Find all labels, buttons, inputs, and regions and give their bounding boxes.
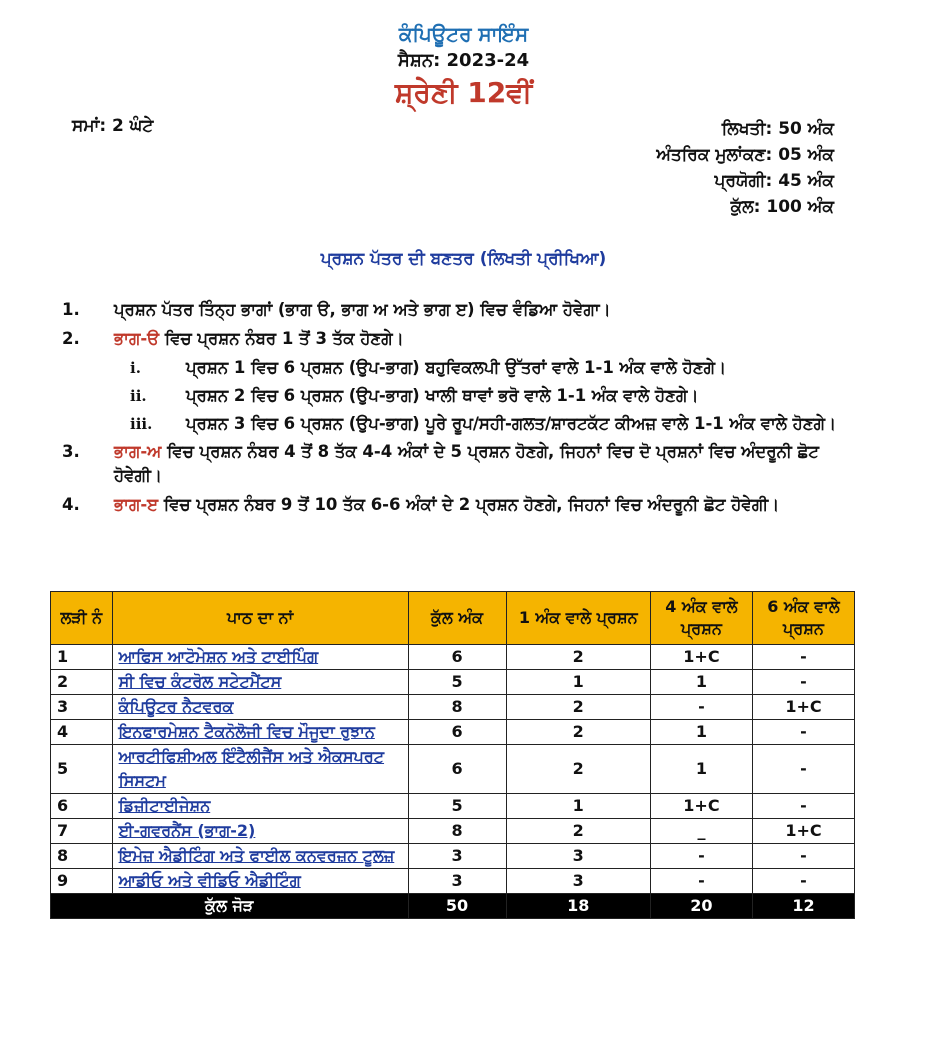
sub-instruction-text: ਪ੍ਰਸ਼ਨ 3 ਵਿਚ 6 ਪ੍ਰਸ਼ਨ (ਉਪ-ਭਾਗ) ਪੂਰੇ ਰੂਪ/ਸਹੀ-ਗਲਤ/ਸ਼ਾਰਟਕੱਟ ਕੀਅਜ਼ ਵਾਲੇ 1-1 ਅੰਕ ਵਾਲੇ ਹੋਣਗੇ। xyxy=(186,414,837,433)
table-row xyxy=(51,794,855,819)
row-one-mark-count: 2 xyxy=(506,745,650,794)
row-one-mark-count: 2 xyxy=(506,645,650,670)
row-chapter-name: ਡਿਜ਼ੀਟਾਈਜੇਸ਼ਨ xyxy=(112,794,408,819)
instruction-text xyxy=(114,440,862,488)
instruction-item xyxy=(62,493,862,517)
total-four-mark: 20 xyxy=(650,894,752,919)
header-chapter-name: ਪਾਠ ਦਾ ਨਾਂ xyxy=(112,592,408,645)
row-one-mark-count: 2 xyxy=(506,819,650,844)
instruction-item xyxy=(62,440,862,488)
row-total-marks: 6 xyxy=(408,720,506,745)
table-header-row xyxy=(51,592,855,645)
row-one-mark-count: 2 xyxy=(506,695,650,720)
row-total-marks: 6 xyxy=(408,645,506,670)
total-sum-marks: 50 xyxy=(408,894,506,919)
paper-pattern-heading: ਪ੍ਰਸ਼ਨ ਪੱਤਰ ਦੀ ਬਣਤਰ (ਲਿਖਤੀ ਪ੍ਰੀਖਿਆ) xyxy=(320,249,607,269)
row-total-marks: 3 xyxy=(408,844,506,869)
row-chapter-name: ਆਫਿਸ ਆਟੋਮੇਸ਼ਨ ਅਤੇ ਟਾਈਪਿੰਗ xyxy=(112,645,408,670)
row-chapter-name: ਆਡੀਓ ਅਤੇ ਵੀਡਿਓ ਐਡੀਟਿੰਗ xyxy=(112,869,408,894)
row-serial-number: 8 xyxy=(51,844,113,869)
internal-assessment-marks: ਅੰਤਰਿਕ ਮੁਲਾਂਕਣ: 05 ਅੰਕ xyxy=(656,145,834,165)
table-row xyxy=(51,844,855,869)
sub-instruction-text: ਪ੍ਰਸ਼ਨ 1 ਵਿਚ 6 ਪ੍ਰਸ਼ਨ (ਉਪ-ਭਾਗ) ਬਹੁਵਿਕਲਪੀ ਉੱਤਰਾਂ ਵਾਲੇ 1-1 ਅੰਕ ਵਾਲੇ ਹੋਣਗੇ। xyxy=(186,358,727,377)
sub-instruction-item xyxy=(130,412,862,436)
total-marks: ਕੁੱਲ: 100 ਅੰਕ xyxy=(730,197,834,217)
row-one-mark-count: 2 xyxy=(506,720,650,745)
row-one-mark-count: 3 xyxy=(506,869,650,894)
header-serial-number: ਲੜੀ ਨੰ xyxy=(51,592,113,645)
table-row xyxy=(51,645,855,670)
row-chapter-name: ਇਨਫਾਰਮੇਸ਼ਨ ਟੈਕਨੋਲੋਜੀ ਵਿਚ ਮੌਜੂਦਾ ਰੁਝਾਨ xyxy=(112,720,408,745)
table-row xyxy=(51,670,855,695)
table-row xyxy=(51,869,855,894)
instruction-body: ਵਿਚ ਪ੍ਰਸ਼ਨ ਨੰਬਰ 4 ਤੋਂ 8 ਤੱਕ 4-4 ਅੰਕਾਂ ਦੇ 5 ਪ੍ਰਸ਼ਨ ਹੋਣਗੇ, ਜਿਹਨਾਂ ਵਿਚ ਦੋ ਪ੍ਰਸ਼ਨਾਂ ਵਿਚ ਅੰਦਰੂਨੀ ਛੋਟ ਹੋਵੇਗੀ। xyxy=(114,442,819,485)
row-four-mark-count: 1+C xyxy=(650,645,752,670)
row-six-mark-count: - xyxy=(752,745,854,794)
row-four-mark-count: - xyxy=(650,869,752,894)
instruction-item xyxy=(62,298,862,322)
row-four-mark-count: - xyxy=(650,844,752,869)
practical-marks: ਪ੍ਰਯੋਗੀ: 45 ਅੰਕ xyxy=(714,171,834,191)
table-total-row xyxy=(51,894,855,919)
header-total-marks: ਕੁੱਲ ਅੰਕ xyxy=(408,592,506,645)
row-serial-number: 6 xyxy=(51,794,113,819)
sub-instruction-text: ਪ੍ਰਸ਼ਨ 2 ਵਿਚ 6 ਪ੍ਰਸ਼ਨ (ਉਪ-ਭਾਗ) ਖਾਲੀ ਥਾਵਾਂ ਭਰੋ ਵਾਲੇ 1-1 ਅੰਕ ਵਾਲੇ ਹੋਣਗੇ। xyxy=(186,386,699,405)
table-row xyxy=(51,695,855,720)
sub-instruction-number: iii. xyxy=(130,415,153,433)
row-chapter-name: ਆਰਟੀਫਿਸ਼ੀਅਲ ਇੰਟੈਲੀਜੈਂਸ ਅਤੇ ਐਕਸਪਰਟ ਸਿਸਟਮ xyxy=(112,745,408,794)
row-chapter-name: ਈ-ਗਵਰਨੈਂਸ (ਭਾਗ-2) xyxy=(112,819,408,844)
time-allowed: ਸਮਾਂ: 2 ਘੰਟੇ xyxy=(72,116,154,136)
row-serial-number: 7 xyxy=(51,819,113,844)
total-six-mark: 12 xyxy=(752,894,854,919)
row-serial-number: 5 xyxy=(51,745,113,794)
row-chapter-name: ਕੰਪਿਊਟਰ ਨੈਟਵਰਕ xyxy=(112,695,408,720)
row-serial-number: 9 xyxy=(51,869,113,894)
instruction-body: ਵਿਚ ਪ੍ਰਸ਼ਨ ਨੰਬਰ 9 ਤੋਂ 10 ਤੱਕ 6-6 ਅੰਕਾਂ ਦੇ 2 ਪ੍ਰਸ਼ਨ ਹੋਣਗੇ, ਜਿਹਨਾਂ ਵਿਚ ਅੰਦਰੂਨੀ ਛੋਟ ਹੋਵੇਗੀ। xyxy=(158,495,780,514)
session-label: ਸੈਸ਼ਨ: 2023-24 xyxy=(397,50,530,71)
total-one-mark: 18 xyxy=(506,894,650,919)
row-serial-number: 3 xyxy=(51,695,113,720)
class-title: ਸ਼੍ਰੇਣੀ 12ਵੀਂ xyxy=(394,76,533,109)
row-serial-number: 4 xyxy=(51,720,113,745)
row-total-marks: 8 xyxy=(408,695,506,720)
row-total-marks: 5 xyxy=(408,794,506,819)
row-total-marks: 8 xyxy=(408,819,506,844)
row-six-mark-count: - xyxy=(752,720,854,745)
table-row xyxy=(51,745,855,794)
instruction-number: 1. xyxy=(62,300,80,319)
row-total-marks: 3 xyxy=(408,869,506,894)
sub-instruction-number: i. xyxy=(130,359,141,377)
instruction-item xyxy=(62,327,862,351)
row-four-mark-count: - xyxy=(650,695,752,720)
table-row xyxy=(51,819,855,844)
row-four-mark-count: _ xyxy=(650,819,752,844)
row-six-mark-count: - xyxy=(752,844,854,869)
header-one-mark-questions: 1 ਅੰਕ ਵਾਲੇ ਪ੍ਰਸ਼ਨ xyxy=(506,592,650,645)
header-six-mark-questions: 6 ਅੰਕ ਵਾਲੇ ਪ੍ਰਸ਼ਨ xyxy=(752,592,854,645)
section-label: ਭਾਗ-ੲ xyxy=(114,495,159,514)
instruction-number: 3. xyxy=(62,442,80,461)
table-row xyxy=(51,720,855,745)
subject-title: ਕੰਪਿਊਟਰ ਸਾਇੰਸ xyxy=(398,22,529,46)
row-serial-number: 1 xyxy=(51,645,113,670)
instructions-list xyxy=(62,298,862,522)
row-chapter-name: ਇਮੇਜ਼ ਐਡੀਟਿੰਗ ਅਤੇ ਫਾਈਲ ਕਨਵਰਜ਼ਨ ਟੂਲਜ਼ xyxy=(112,844,408,869)
written-marks: ਲਿਖਤੀ: 50 ਅੰਕ xyxy=(721,119,834,139)
row-total-marks: 5 xyxy=(408,670,506,695)
row-six-mark-count: - xyxy=(752,794,854,819)
row-four-mark-count: 1 xyxy=(650,745,752,794)
instruction-text: ਪ੍ਰਸ਼ਨ ਪੱਤਰ ਤਿੰਨ੍ਹ ਭਾਗਾਂ (ਭਾਗ ੳ, ਭਾਗ ਅ ਅਤੇ ਭਾਗ ੲ) ਵਿਚ ਵੰਡਿਆ ਹੋਵੇਗਾ। xyxy=(114,300,611,319)
marks-distribution xyxy=(656,116,834,220)
section-label: ਭਾਗ-ੳ xyxy=(114,329,160,348)
row-six-mark-count: 1+C xyxy=(752,695,854,720)
row-chapter-name: ਸੀ ਵਿਚ ਕੰਟਰੋਲ ਸਟੇਟਮੈਂਟਸ xyxy=(112,670,408,695)
row-one-mark-count: 1 xyxy=(506,794,650,819)
section-label: ਭਾਗ-ਅ xyxy=(114,442,162,461)
sub-instruction-item xyxy=(130,356,862,380)
sub-instruction-item xyxy=(130,384,862,408)
row-one-mark-count: 1 xyxy=(506,670,650,695)
row-six-mark-count: 1+C xyxy=(752,819,854,844)
row-four-mark-count: 1 xyxy=(650,720,752,745)
row-one-mark-count: 3 xyxy=(506,844,650,869)
row-four-mark-count: 1+C xyxy=(650,794,752,819)
row-six-mark-count: - xyxy=(752,869,854,894)
header-four-mark-questions: 4 ਅੰਕ ਵਾਲੇ ਪ੍ਰਸ਼ਨ xyxy=(650,592,752,645)
instruction-number: 4. xyxy=(62,495,80,514)
marks-distribution-table xyxy=(50,591,855,919)
instruction-text xyxy=(114,493,862,517)
row-serial-number: 2 xyxy=(51,670,113,695)
sub-instruction-number: ii. xyxy=(130,387,147,405)
instruction-body: ਵਿਚ ਪ੍ਰਸ਼ਨ ਨੰਬਰ 1 ਤੋਂ 3 ਤੱਕ ਹੋਣਗੇ। xyxy=(159,329,404,348)
row-six-mark-count: - xyxy=(752,645,854,670)
total-label: ਕੁੱਲ ਜੋੜ xyxy=(51,894,409,919)
instruction-text xyxy=(114,327,862,351)
row-four-mark-count: 1 xyxy=(650,670,752,695)
instruction-number: 2. xyxy=(62,329,80,348)
row-total-marks: 6 xyxy=(408,745,506,794)
row-six-mark-count: - xyxy=(752,670,854,695)
